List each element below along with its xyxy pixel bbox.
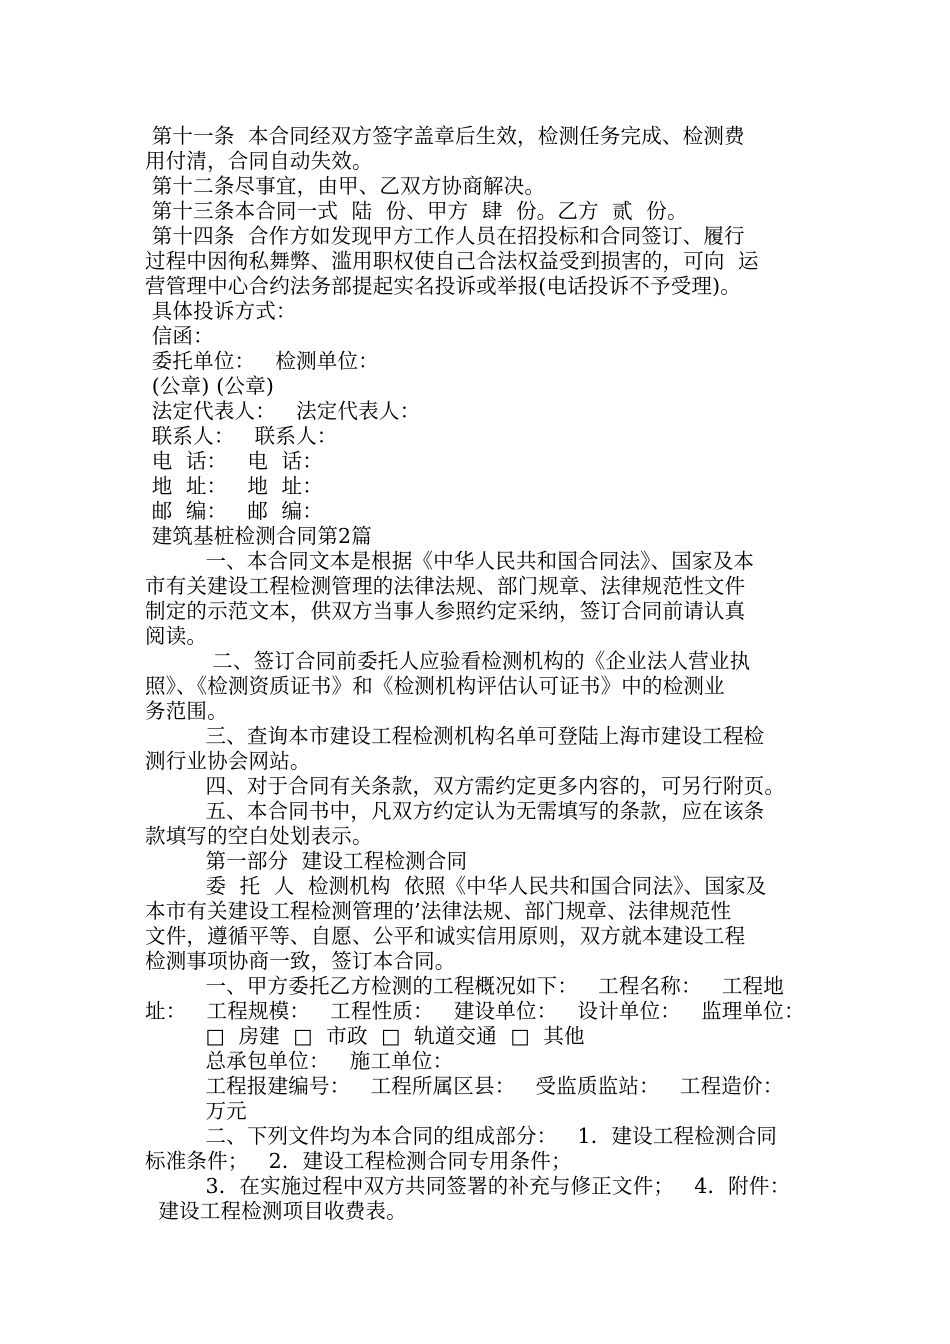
text-line: 用付清，合同自动失效。 <box>145 149 373 173</box>
text-line-note-1: 一、本合同文本是根据《中华人民共和国合同法》、国家及本 <box>145 549 755 573</box>
text-line: 照》、《检测资质证书》和《检测机构评估认可证书》中的检测业 <box>145 674 725 698</box>
text-line-complaint-method: 具体投诉方式： <box>145 299 297 323</box>
checkbox-row-project-type: □ 房建 □ 市政 □ 轨道交通 □ 其他 <box>145 1024 585 1048</box>
text-line: 营管理中心合约法务部提起实名投诉或举报(电话投诉不予受理)。 <box>145 274 741 298</box>
signature-row-seal: (公章) (公章) <box>145 374 275 398</box>
text-line: 本市有关建设工程检测管理的’法律法规、部门规章、法律规范性 <box>145 899 732 923</box>
text-line: 阅读。 <box>145 624 208 648</box>
text-line: 市有关建设工程检测管理的法律法规、部门规章、法律规范性文件 <box>145 574 746 598</box>
text-line: 检测事项协商一致，签订本合同。 <box>145 949 456 973</box>
section-title-part-2: 建筑基桩检测合同第2篇 <box>145 524 372 548</box>
text-line: 过程中因徇私舞弊、滥用职权使自己合法权益受到损害的，可向 运 <box>145 249 759 273</box>
signature-row-postcode: 邮 编： 邮 编： <box>145 499 323 523</box>
text-line: 址： 工程规模： 工程性质： 建设单位： 设计单位： 监理单位： <box>145 999 805 1023</box>
text-line: 3．在实施过程中双方共同签署的补充与修正文件； 4．附件： <box>145 1174 791 1198</box>
text-line-note-2: 二、签订合同前委托人应验看检测机构的《企业法人营业执 <box>145 649 751 673</box>
text-line-article-11: 第十一条 本合同经双方签字盖章后生效，检测任务完成、检测费 <box>145 124 745 148</box>
signature-row-phone: 电 话： 电 话： <box>145 449 323 473</box>
text-line: 制定的示范文本，供双方当事人参照约定采纳，签订合同前请认真 <box>145 599 746 623</box>
text-line-preamble: 委 托 人 检测机构 依照《中华人民共和国合同法》、国家及 <box>145 874 767 898</box>
text-line: 测行业协会网站。 <box>145 749 311 773</box>
text-line: 文件，遵循平等、自愿、公平和诚实信用原则，双方就本建设工程 <box>145 924 746 948</box>
signature-row-contact: 联系人： 联系人： <box>145 424 338 448</box>
text-line-note-3: 三、查询本市建设工程检测机构名单可登陆上海市建设工程检 <box>145 724 765 748</box>
text-line-registration: 工程报建编号： 工程所属区县： 受监质监站： 工程造价： <box>145 1074 784 1098</box>
signature-row-units: 委托单位： 检测单位： <box>145 349 379 373</box>
text-line: 标准条件； 2．建设工程检测合同专用条件； <box>145 1149 572 1173</box>
signature-row-legal-rep: 法定代表人： 法定代表人： <box>145 399 421 423</box>
text-line: 款填写的空白处划表示。 <box>145 824 373 848</box>
text-line-note-4: 四、对于合同有关条款，双方需约定更多内容的，可另行附页。 <box>145 774 786 798</box>
text-line-article-14: 第十四条 合作方如发现甲方工作人员在招投标和合同签订、履行 <box>145 224 745 248</box>
text-line-article-13: 第十三条本合同一式 陆 份、甲方 肆 份。乙方 贰 份。 <box>145 199 688 223</box>
document-body <box>145 124 810 1224</box>
signature-row-address: 地 址： 地 址： <box>145 474 323 498</box>
text-line-letter: 信函： <box>145 324 214 348</box>
text-line-note-5: 五、本合同书中，凡双方约定认为无需填写的条款，应在该条 <box>145 799 765 823</box>
text-line-article-12: 第十二条尽事宜，由甲、乙双方协商解决。 <box>145 174 546 198</box>
text-line-project-overview: 一、甲方委托乙方检测的工程概况如下： 工程名称： 工程地 <box>145 974 784 998</box>
section-heading-part-1: 第一部分 建设工程检测合同 <box>145 849 468 873</box>
text-line: 建设工程检测项目收费表。 <box>145 1199 407 1223</box>
text-line-unit: 万元 <box>145 1099 247 1123</box>
text-line-contractors: 总承包单位： 施工单位： <box>145 1049 454 1073</box>
text-line-documents: 二、下列文件均为本合同的组成部分： 1．建设工程检测合同 <box>145 1124 778 1148</box>
text-line: 务范围。 <box>145 699 228 723</box>
